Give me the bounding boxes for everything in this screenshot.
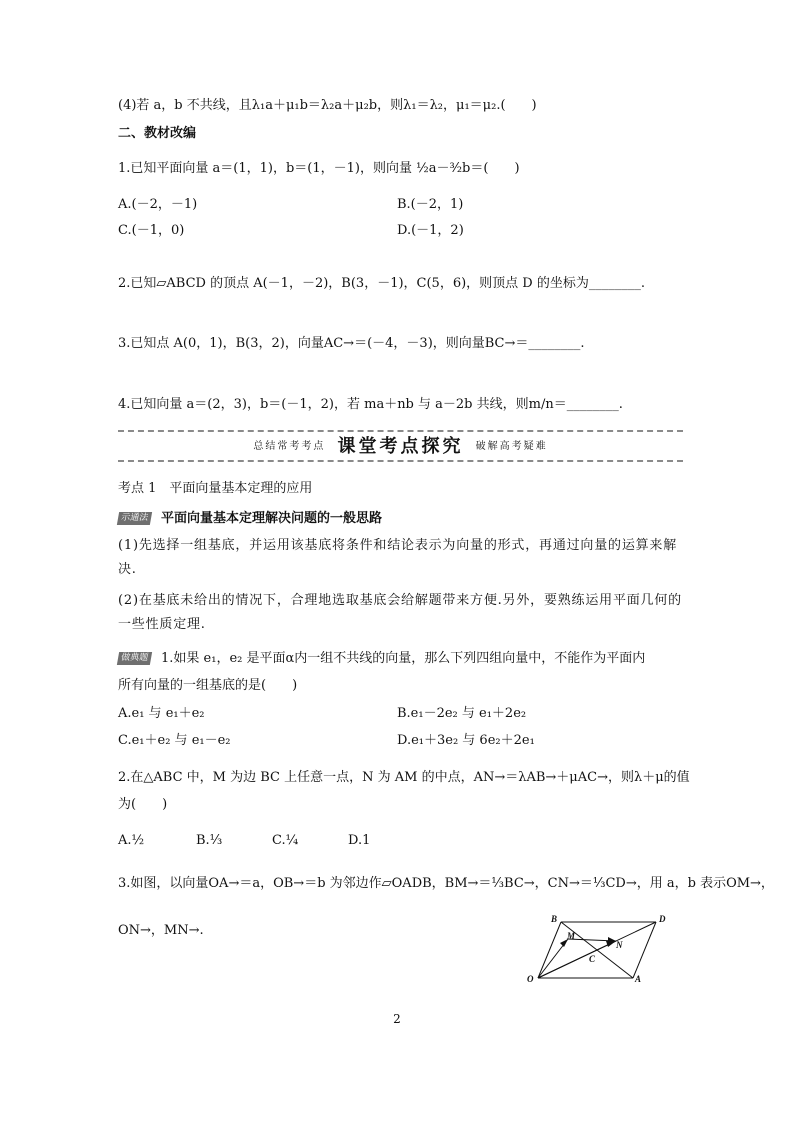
question-1-option-b: B.(－2，1) xyxy=(397,197,464,212)
example-2-line-2: 为( ) xyxy=(118,797,168,812)
label-n: N xyxy=(616,940,623,950)
example-1-option-b: B.e₁－2e₂ 与 e₁＋2e₂ xyxy=(397,706,527,721)
page-number: 2 xyxy=(393,1012,401,1026)
banner-rule-top xyxy=(118,430,683,432)
banner-right-text: 破解高考疑难 xyxy=(475,441,548,452)
example-2-option-b: B.⅓ xyxy=(196,833,223,848)
method-heading xyxy=(118,510,382,528)
method-title: 平面向量基本定理解决问题的一般思路 xyxy=(161,511,383,526)
question-3: 3.已知点 A(0，1)，B(3，2)，向量AC→＝(－4，－3)，则向量BC→＝________. xyxy=(118,336,585,351)
example-2-option-d: D.1 xyxy=(348,833,371,848)
example-2-option-c: C.¼ xyxy=(272,833,299,848)
segment-ob xyxy=(538,922,561,978)
label-a: A xyxy=(635,974,642,984)
question-1-option-c: C.(－1，0) xyxy=(118,223,185,238)
example-1-option-d: D.e₁＋3e₂ 与 6e₂＋2e₁ xyxy=(397,733,535,748)
section-title-textbook: 二、教材改编 xyxy=(118,126,197,141)
banner-rule-bottom xyxy=(118,460,683,462)
banner-title: 课堂考点探究 xyxy=(337,436,464,457)
vector-on xyxy=(538,941,616,978)
example-1-line-1 xyxy=(118,650,645,668)
example-2-line-1: 2.在△ABC 中，M 为边 BC 上任意一点，N 为 AM 的中点，AN→＝λAB→＋μAC→，则λ＋μ的值 xyxy=(118,770,690,785)
example-1-line-2: 所有向量的一组基底的是( ) xyxy=(118,678,298,693)
question-1-option-d: D.(－1，2) xyxy=(397,223,464,238)
label-o: O xyxy=(527,974,534,984)
banner-left-text: 总结常考考点 xyxy=(253,441,326,452)
segment-ad xyxy=(633,922,656,978)
method-badge: 示通法 xyxy=(117,512,152,525)
example-1-option-c: C.e₁＋e₂ 与 e₁－e₂ xyxy=(118,733,231,748)
example-3-line-2: ON→，MN→. xyxy=(118,923,204,938)
method-paragraph-2: (2)在基底未给出的情况下，合理地选取基底会给解题带来方便.另外，要熟练运用平面几何的一些性质定理. xyxy=(118,593,682,632)
question-1-option-a: A.(－2，－1) xyxy=(118,197,198,212)
question-1: 1.已知平面向量 a＝(1，1)，b＝(1，－1)，则向量 ½a－³⁄₂b＝( ) xyxy=(118,161,520,176)
parallelogram-figure xyxy=(518,910,693,990)
example-1-option-a: A.e₁ 与 e₁＋e₂ xyxy=(118,706,205,721)
question-4: 4.已知向量 a＝(2，3)，b＝(－1，2)，若 ma＋nb 与 a－2b 共线，则m/n＝________. xyxy=(118,397,623,412)
topic-title: 考点 1 平面向量基本定理的应用 xyxy=(118,481,313,496)
label-b: B xyxy=(551,914,558,924)
typical-badge: 做典题 xyxy=(117,652,152,665)
example-2-option-a: A.½ xyxy=(118,833,145,848)
method-paragraph-1: (1)先选择一组基底，并运用该基底将条件和结论表示为向量的形式，再通过向量的运算来解决. xyxy=(118,538,678,577)
question-2: 2.已知▱ABCD 的顶点 A(－1，－2)，B(3，－1)，C(5，6)，则顶点 D 的坐标为________. xyxy=(118,276,645,291)
label-d: D xyxy=(659,914,666,924)
label-c: C xyxy=(589,954,596,964)
label-m: M xyxy=(567,931,576,941)
statement-4: (4)若 a，b 不共线，且λ₁a＋μ₁b＝λ₂a＋μ₂b，则λ₁＝λ₂，μ₁＝μ₂.( ) xyxy=(118,98,537,113)
example-1-text: 1.如果 e₁，e₂ 是平面α内一组不共线的向量，那么下列四组向量中，不能作为平面内 xyxy=(161,651,646,666)
section-banner xyxy=(118,436,683,459)
example-3-line-1: 3.如图，以向量OA→＝a，OB→＝b 为邻边作▱OADB，BM→＝⅓BC→，CN→＝⅓CD→，用 a，b 表示OM→， xyxy=(118,876,774,891)
